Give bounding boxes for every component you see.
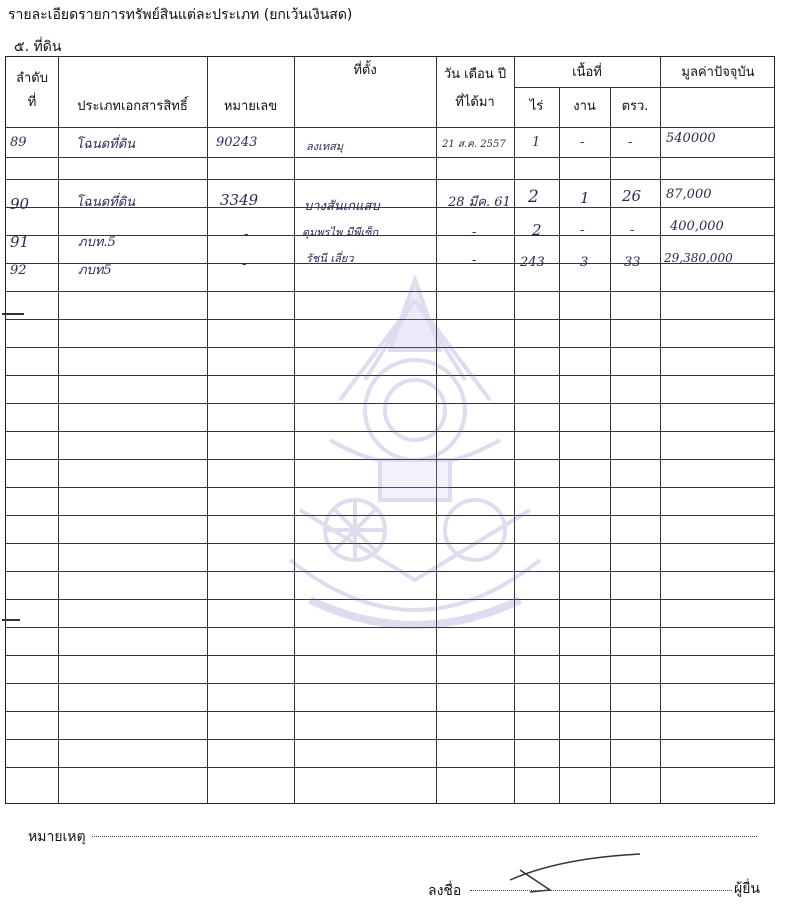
row-tarangwa: - — [628, 135, 633, 150]
row-number: 90243 — [216, 135, 258, 150]
row-location: รัชนี เลี่ยว — [306, 252, 354, 265]
row-doc-type: โฉนดที่ดิน — [76, 195, 136, 210]
header-location: ที่ตั้ง — [353, 63, 377, 78]
row-line — [6, 739, 774, 740]
row-value: 87,000 — [666, 187, 712, 202]
header-doc-type: ประเภทเอกสารสิทธิ์ — [77, 99, 188, 114]
margin-mark — [2, 619, 20, 621]
row-location: ดุมพรไพ มีพีเซ็ก — [302, 226, 379, 239]
row-line — [6, 179, 774, 180]
row-rai: 2 — [528, 187, 539, 207]
row-seq: 89 — [10, 135, 27, 150]
header-seq-bottom: ที่ — [27, 95, 37, 110]
row-line — [6, 767, 774, 768]
header-number: หมายเลข — [223, 99, 278, 114]
header-rai: ไร่ — [529, 99, 544, 114]
row-value: 29,380,000 — [664, 251, 733, 265]
row-location: ลงเทสมุ — [306, 140, 344, 153]
header-date-top: วัน เดือน ปี — [443, 67, 507, 82]
row-rai: 243 — [520, 255, 545, 270]
header-bottom-line — [6, 127, 774, 128]
header-subline — [514, 87, 774, 88]
header-seq-top: ลำดับ — [16, 71, 48, 86]
row-line — [6, 235, 774, 236]
row-tarangwa: 33 — [624, 255, 641, 270]
row-value: 400,000 — [670, 219, 724, 234]
row-location: บางสันเกแสบ — [304, 199, 380, 214]
row-seq: 90 — [10, 195, 30, 213]
sign-label: ลงชื่อ — [428, 883, 462, 899]
header-ngan: งาน — [573, 99, 596, 114]
row-line — [6, 157, 774, 158]
row-doc-type: ภบท.5 — [78, 235, 116, 250]
row-ngan: 1 — [580, 189, 590, 207]
note-label: หมายเหตุ — [28, 829, 86, 845]
document-title: รายละเอียดรายการทรัพย์สินแต่ละประเภท (ยกเว้นเงินสด) — [8, 7, 353, 23]
header-value: มูลค่าปัจจุบัน — [681, 65, 755, 80]
row-rai: 1 — [532, 135, 541, 150]
note-dotted-line — [92, 836, 757, 837]
row-date: - — [472, 253, 477, 268]
row-rai: 2 — [532, 221, 542, 239]
row-ngan: 3 — [580, 255, 589, 270]
row-doc-type: โฉนดที่ดิน — [76, 137, 136, 152]
row-line — [6, 683, 774, 684]
column-divider — [610, 87, 611, 803]
row-date: 28 มีค. 61 — [448, 195, 511, 210]
row-number: 3349 — [220, 191, 259, 209]
header-area: เนื้อที่ — [572, 65, 602, 80]
header-tarangwa: ตรว. — [621, 99, 649, 114]
government-seal-watermark — [270, 260, 560, 640]
row-date: - — [472, 225, 477, 240]
row-ngan: - — [580, 223, 585, 238]
sign-suffix: ผู้ยื่น — [734, 881, 760, 897]
row-date: 21 ส.ค. 2557 — [442, 139, 506, 150]
row-line — [6, 655, 774, 656]
row-seq: 91 — [10, 233, 30, 251]
margin-mark — [2, 313, 24, 315]
column-divider — [58, 57, 59, 803]
column-divider — [660, 57, 661, 803]
row-value: 540000 — [666, 131, 716, 146]
row-number: - — [244, 227, 249, 242]
header-date-bottom: ที่ได้มา — [455, 95, 495, 110]
row-tarangwa: 26 — [622, 187, 642, 205]
row-line — [6, 711, 774, 712]
column-divider — [207, 57, 208, 803]
row-seq: 92 — [10, 263, 27, 278]
section-heading: ๕. ที่ดิน — [14, 39, 62, 55]
row-doc-type: ภบท5 — [78, 263, 112, 278]
row-tarangwa: - — [630, 223, 635, 238]
row-ngan: - — [580, 135, 585, 150]
sign-dotted-line — [470, 890, 732, 891]
handwritten-signature — [500, 840, 650, 900]
row-number: - — [242, 257, 247, 272]
